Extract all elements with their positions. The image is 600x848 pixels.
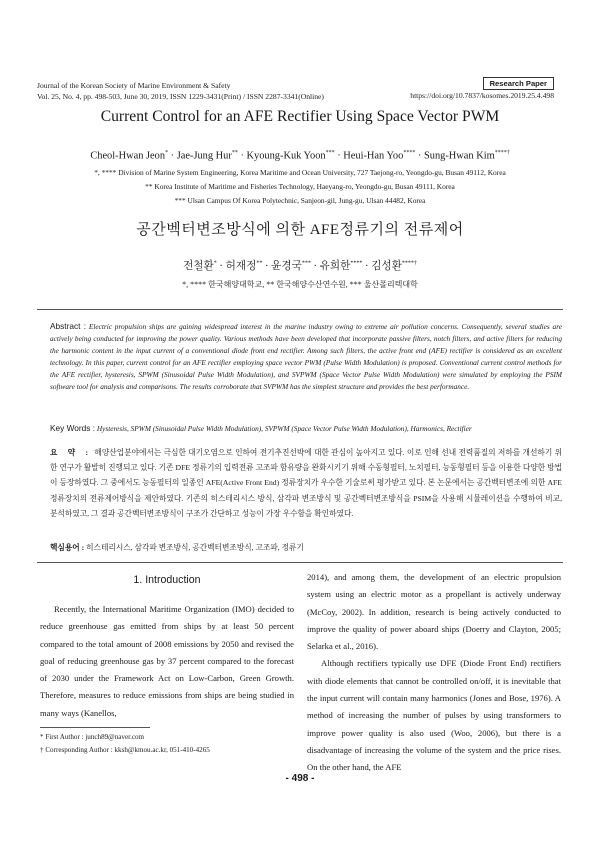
korean-author-name: 유희한 — [319, 261, 351, 272]
body-paragraph: Although rectifiers typically use DFE (Diode Front End) rectifiers with diode elements that cannot be controlled on/off, it is inevitable that the input current will contain many harmonics (Jones and Bose, 1976). A method of increasing the number of pulses by using transformers to improve power quality is also used (Woo, 2006), but there is a disadvantage of increasing the volume of the system and the price rises. On the other hand, the AFE — [307, 658, 561, 773]
keywords — [50, 423, 562, 433]
author-mark: *** — [301, 260, 311, 267]
abstract-label: Abstract : — [50, 321, 87, 331]
page-number: - 498 - — [285, 773, 315, 784]
author-name: Sung-Hwan Kim — [423, 150, 495, 162]
korean-abstract-label: 요 약 : — [50, 448, 93, 457]
paper-type-badge: Research Paper — [483, 77, 554, 90]
affiliation-line: ** Korea Institute of Maritime and Fisheries Technology, Haeyang-ro, Yeongdo-gu, Busan 49111, Korea — [145, 182, 455, 191]
affiliation-line: *, **** Division of Marine System Engineering, Korea Maritime and Ocean University, 727 Taejong-ro, Yeongdo-gu, Busan 49112, Korea — [94, 168, 506, 177]
footnote-divider — [40, 727, 150, 728]
left-column — [40, 601, 294, 722]
doi-link[interactable]: https://doi.org/10.7837/kosomes.2019.25.4.498 — [410, 91, 554, 100]
abstract-text: Electric propulsion ships are gaining widespread interest in the marine industry owing to extreme air pollution concerns. Consequently, several studies are actively being conducted for improving the power quality. Various methods have been developed that incorporate passive filters, notch filters, and active filters for reducing the harmonic content in the input current of a conventional diode front end rectifier. Among such filters, the active front end (AFE) rectifier is considered as an excellent technology. In this paper, current control for an AFE rectifier employing space vector PWM (Pulse Width Modulation) is proposed. Conventional current control methods for the AFE rectifier, hysteresis, SPWM (Sinusoidal Pulse Width Modulation), and SVPWM (Space Vector Pulse Width Modulation) were simulated by employing the PSIM software tool for analysis and comparisons. The results corroborate that SVPWM has the simplest structure and provides the best performance. — [50, 322, 562, 392]
author-mark: **** — [350, 260, 363, 267]
author-mark: ****† — [401, 260, 417, 267]
keywords-label: Key Words : — [50, 423, 96, 433]
korean-abstract-text: 해양산업분야에서는 극심한 대기오염으로 인하여 전기추진선박에 대한 관심이 높아지고 있다. 이로 인해 선내 전력품질의 저하를 개선하기 위한 연구가 활발히 진행되고 있다. 기존 DFE 정류기의 입력전류 고조파 함유량을 완화시키기 위해 수동형필터, 노치필터, 능동형필터 등을 이용한 다양한 방법이 등장하였다. 그 중에서도 능동필터의 일종인 AFE(Active Front End) 정류장치가 우수한 기술로써 평가받고 있다. 본 논문에서는 공간벡터변조에 의한 AFE정류장치의 전류제어방식을 제안하였다. 기존의 히스테리시스 방식, 삼각파 변조방식 및 공간벡터변조방식을 PSIM을 사용해 시뮬레이션을 수행하여 비교, 분석하였고, 그 결과 공간벡터변조방식이 구조가 간단하고 성능이 가장 우수함을 확인하였다. — [50, 448, 562, 518]
author-mark: ****† — [494, 150, 510, 156]
body-paragraph: Recently, the International Maritime Organization (IMO) decided to reduce greenhouse gas emitted from ships by at least 50 percent compared to the total amount of 2008 emissions by 2050 and revised the goal of reducing greenhouse gas by 37 percent compared to the forecast of 2030 under the Framework Act on Low-Carbon, Green Growth. Therefore, measures to reduce emissions from ships are being studied in many ways (Kanellos, — [40, 604, 294, 718]
footnote-corresponding-author: † Corresponding Author : kksh@kmou.ac.kr, 051-410-4265 — [40, 745, 210, 754]
author-name: Cheol-Hwan Jeon — [90, 150, 166, 162]
volume-info: Vol. 25, No. 4, pp. 498-503, June 30, 2019, ISSN 1229-3431(Print) / ISSN 2287-3341(Online) — [37, 92, 324, 101]
author-name: Heui-Han Yoo — [343, 150, 404, 162]
korean-author-name: 허재정 — [225, 261, 257, 272]
right-column — [307, 569, 561, 777]
footnotes — [40, 731, 210, 756]
author-mark: ** — [256, 260, 263, 267]
section-heading: 1. Introduction — [133, 574, 201, 586]
abstract — [50, 320, 562, 394]
author-mark: * — [165, 150, 169, 156]
divider — [37, 309, 563, 310]
author-list: Cheol-Hwan Jeon* · Jae-Jung Hur** · Kyoung-Kuk Yoon*** · Heui-Han Yoo**** · Sung-Hwan Kim****† — [90, 150, 510, 162]
author-name: Jae-Jung Hur — [176, 150, 232, 162]
korean-keywords — [50, 542, 562, 553]
korean-author-list: 전철환* · 허재정** · 윤경국*** · 유희한**** · 김성환****† — [183, 260, 417, 272]
divider — [37, 562, 563, 563]
keywords-text: Hysteresis, SPWM (Sinusoidal Pulse Width Modulation), SVPWM (Space Vector Pulse Width Modulation), Harmonics, Rectifier — [96, 424, 472, 433]
korean-author-name: 윤경국 — [271, 261, 302, 272]
korean-author-name: 전철환 — [183, 261, 214, 272]
journal-header — [37, 80, 324, 102]
journal-name: Journal of the Korean Society of Marine Environment & Safety — [37, 81, 231, 90]
korean-keywords-label: 핵심용어 : — [50, 543, 85, 552]
korean-keywords-text: 히스테리시스, 삼각파 변조방식, 공간벡터변조방식, 고조파, 정류기 — [86, 543, 304, 552]
korean-author-name: 김성환 — [371, 261, 402, 272]
korean-affiliation: *, **** 한국해양대학교, ** 한국해양수산연수원, *** 울산폴리텍대학 — [182, 280, 418, 289]
author-mark: * — [213, 260, 217, 267]
paper-title: Current Control for an AFE Rectifier Using Space Vector PWM — [100, 108, 500, 125]
korean-abstract — [50, 445, 562, 521]
korean-title: 공간벡터변조방식에 의한 AFE정류기의 전류제어 — [136, 222, 464, 238]
author-mark: **** — [403, 150, 416, 156]
body-paragraph: 2014), and among them, the development of an electric propulsion system using an electric motor as a propellant is actively underway (McCoy, 2002). In addition, research is being actively conducted to improve the quality of power aboard ships (Doerry and Clayton, 2005; Selarka et al., 2016). — [307, 572, 561, 652]
footnote-first-author: * First Author : junch89@naver.com — [40, 733, 145, 741]
affiliation-line: *** Ulsan Campus Of Korea Polytechnic, Sanjeon-gil, Jung-gu, Ulsan 44482, Korea — [174, 196, 426, 205]
author-mark: ** — [231, 150, 238, 156]
author-mark: *** — [325, 150, 335, 156]
author-name: Kyoung-Kuk Yoon — [246, 150, 326, 162]
